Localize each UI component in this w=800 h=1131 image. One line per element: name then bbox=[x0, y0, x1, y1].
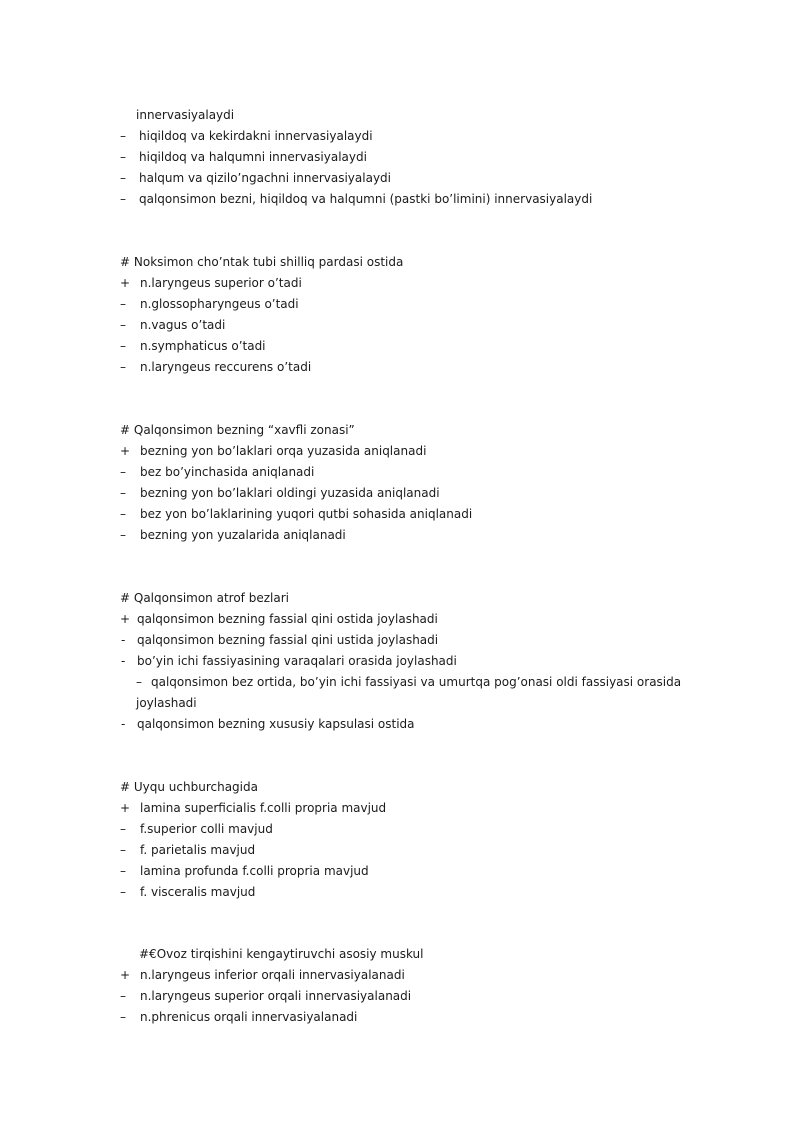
answer-text: f. visceralis mavjud bbox=[140, 885, 256, 899]
question-title: #€Ovoz tirqishini kengaytiruvchi asosiy muskul bbox=[139, 947, 424, 961]
question-title: # Noksimon cho’ntak tubi shilliq pardasi ostida bbox=[120, 255, 404, 269]
answer-mark: – bbox=[120, 885, 126, 899]
answer-mark: – bbox=[120, 1010, 126, 1024]
answer-text: n.laryngeus superior orqali innervasiyalanadi bbox=[140, 989, 412, 1003]
answer-text: f.superior colli mavjud bbox=[140, 822, 273, 836]
answer-text-continuation: joylashadi bbox=[136, 696, 197, 710]
answer-text: n.vagus o’tadi bbox=[140, 318, 226, 332]
answer-mark: + bbox=[120, 801, 131, 815]
answer-mark: – bbox=[120, 360, 126, 374]
answer-text: bez yon bo’laklarining yuqori qutbi sohasida aniqlanadi bbox=[140, 507, 473, 521]
answer-mark: – bbox=[120, 843, 126, 857]
answer-text: bezning yon yuzalarida aniqlanadi bbox=[140, 528, 346, 542]
answer-mark: – bbox=[136, 675, 142, 689]
answer-text: n.laryngeus reccurens o’tadi bbox=[140, 360, 312, 374]
answer-mark: – bbox=[120, 339, 126, 353]
answer-text: lamina profunda f.colli propria mavjud bbox=[140, 864, 369, 878]
answer-mark: + bbox=[120, 444, 131, 458]
answer-text: hiqildoq va halqumni innervasiyalaydi bbox=[139, 150, 367, 164]
answer-mark: – bbox=[120, 822, 126, 836]
answer-text: qalqonsimon bezning fassial qini ostida joylashadi bbox=[137, 612, 438, 626]
answer-text: f. parietalis mavjud bbox=[140, 843, 256, 857]
answer-text: n.glossopharyngeus o’tadi bbox=[140, 297, 299, 311]
answer-text: lamina superficialis f.colli propria mavjud bbox=[140, 801, 387, 815]
answer-text: qalqonsimon bezning xususiy kapsulasi ostida bbox=[137, 717, 415, 731]
answer-mark: – bbox=[120, 465, 126, 479]
answer-mark: – bbox=[120, 486, 126, 500]
answer-text: halqum va qizilo’ngachni innervasiyalaydi bbox=[139, 171, 391, 185]
answer-mark: – bbox=[120, 989, 126, 1003]
answer-text: hiqildoq va kekirdakni innervasiyalaydi bbox=[139, 129, 373, 143]
answer-mark: - bbox=[121, 633, 126, 647]
question-title: # Qalqonsimon bezning “xavfli zonasi” bbox=[120, 423, 355, 437]
answer-mark: – bbox=[120, 864, 126, 878]
answer-mark: - bbox=[121, 717, 126, 731]
answer-mark: – bbox=[120, 150, 126, 164]
answer-mark: – bbox=[120, 129, 126, 143]
answer-mark: + bbox=[120, 968, 131, 982]
answer-mark: + bbox=[120, 276, 131, 290]
answer-mark: – bbox=[120, 297, 126, 311]
continuation-text: innervasiyalaydi bbox=[136, 108, 235, 122]
answer-text: qalqonsimon bezni, hiqildoq va halqumni (pastki bo’limini) innervasiyalaydi bbox=[139, 192, 593, 206]
answer-mark: – bbox=[120, 528, 126, 542]
answer-text: bezning yon bo’laklari oldingi yuzasida aniqlanadi bbox=[140, 486, 440, 500]
answer-text: bo’yin ichi fassiyasining varaqalari orasida joylashadi bbox=[137, 654, 457, 668]
question-title: # Uyqu uchburchagida bbox=[120, 780, 258, 794]
answer-text: n.laryngeus inferior orqali innervasiyalanadi bbox=[140, 968, 405, 982]
answer-mark: – bbox=[120, 318, 126, 332]
answer-mark: + bbox=[120, 612, 131, 626]
answer-mark: - bbox=[121, 654, 126, 668]
answer-text: n.laryngeus superior o’tadi bbox=[140, 276, 302, 290]
answer-mark: – bbox=[120, 192, 126, 206]
answer-text: n.symphaticus o’tadi bbox=[140, 339, 266, 353]
answer-text: bezning yon bo’laklari orqa yuzasida aniqlanadi bbox=[140, 444, 427, 458]
answer-mark: – bbox=[120, 171, 126, 185]
answer-text: qalqonsimon bez ortida, bo’yin ichi fassiyasi va umurtqa pog’onasi oldi fassiyasi orasida bbox=[151, 675, 682, 689]
answer-text: n.phrenicus orqali innervasiyalanadi bbox=[140, 1010, 358, 1024]
question-title: # Qalqonsimon atrof bezlari bbox=[120, 591, 289, 605]
answer-mark: – bbox=[120, 507, 126, 521]
answer-text: qalqonsimon bezning fassial qini ustida joylashadi bbox=[137, 633, 439, 647]
answer-text: bez bo’yinchasida aniqlanadi bbox=[140, 465, 315, 479]
